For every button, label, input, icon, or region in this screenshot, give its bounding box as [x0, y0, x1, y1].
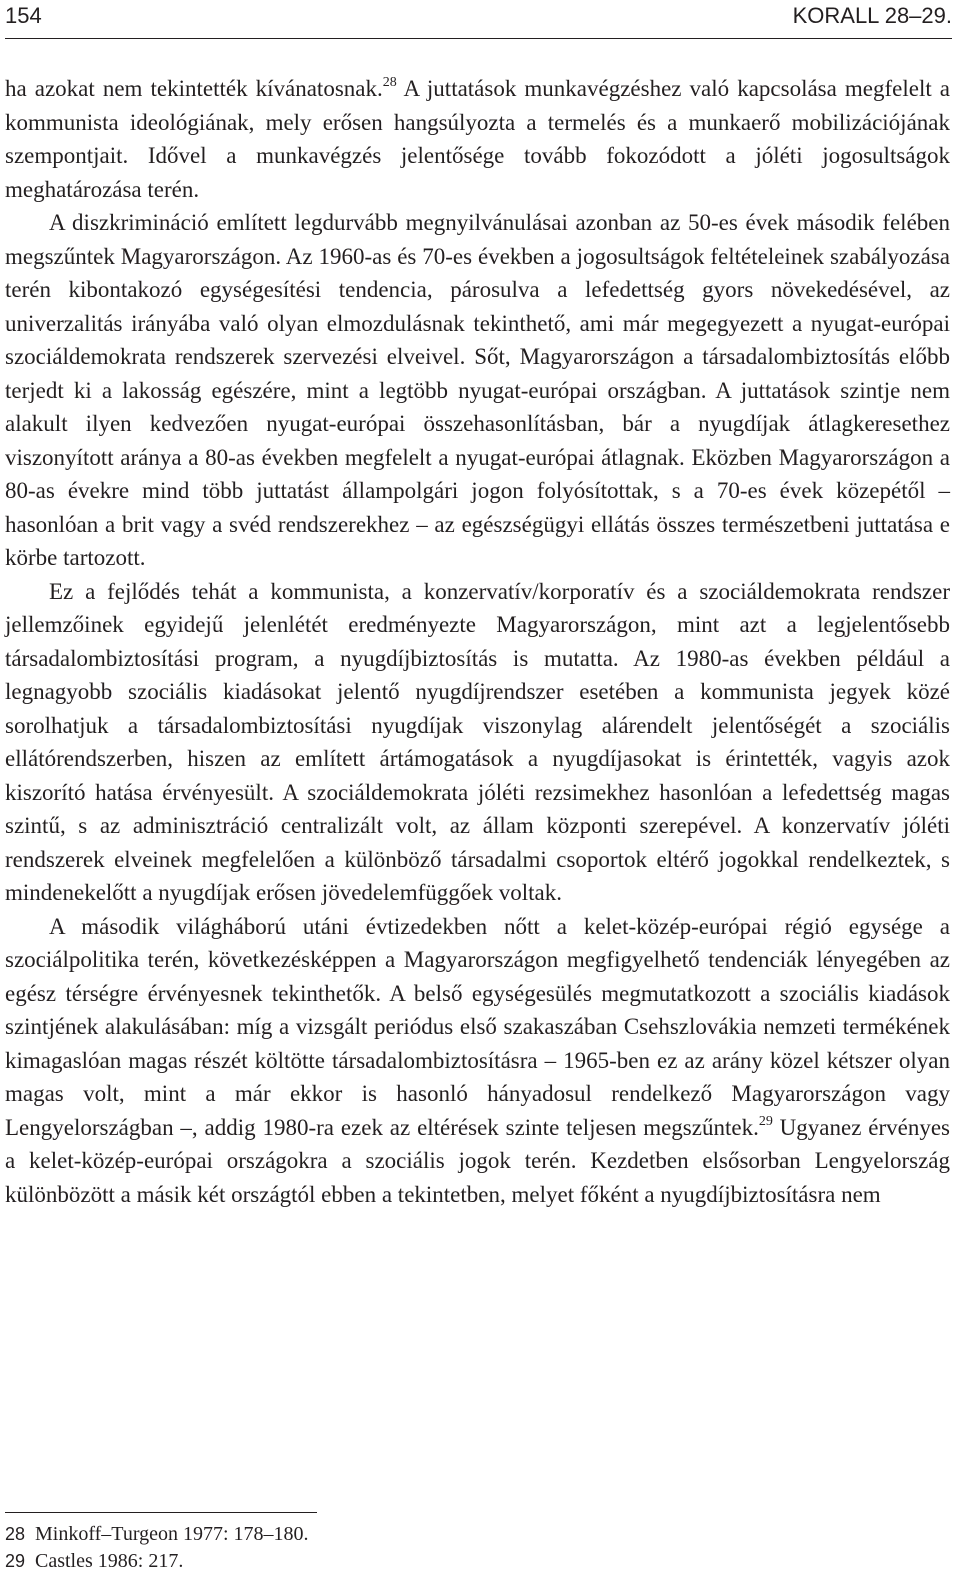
footnote-number: 28	[5, 1524, 26, 1544]
footnote-text: Castles 1986: 217.	[35, 1550, 184, 1572]
footnote-ref-28: 28	[382, 75, 397, 91]
footnote-28	[5, 1521, 605, 1548]
footnote-ref-29: 29	[758, 1113, 773, 1129]
page-header	[5, 0, 952, 39]
footnote-text: Minkoff–Turgeon 1977: 178–180.	[35, 1523, 309, 1545]
footnotes	[5, 1521, 605, 1575]
paragraph-2: A diszkrimináció említett legdurvább megnyilvánulásai azonban az 50-es évek második felében megszűntek Magyarországon. Az 1960-as és 70-es években a jogosultságok feltételeinek szabályozása terén kibontakozó egységesítési tendencia, párosulva a lefedettség gyors növekedésével, az univerzalitás irányába való olyan elmozdulásnak tekinthető, ami már megegyezett a nyugat-európai szociáldemokrata rendszerek szervezési elveivel. Sőt, Magyarországon a társadalombiztosítás előbb terjedt ki a lakosság egészére, mint a legtöbb nyugat-európai országban. A juttatások szintje nem alakult ilyen kedvezően nyugat-európai összehasonlításban, bár a nyugdíjak átlagkeresethez viszonyított aránya a 80-as években megfelelt a nyugat-európai átlagnak. Eközben Magyarországon a 80-as évekre mind több juttatást állampolgári jogon folyósítottak, s a 70-es évek közepétől – hasonlóan a brit vagy a svéd rendszerekhez – az egészségügyi ellátás összes természetbeni juttatása e körbe tartozott.	[5, 210, 950, 570]
paragraph-4	[5, 910, 950, 1212]
paragraph-3: Ez a fejlődés tehát a kommunista, a konzervatív/korporatív és a szociáldemokrata rendszer jellemzőinek egyidejű jelenlétét eredményezte Magyarországon, mint azt a legjelentősebb társadalombiztosítási program, a nyugdíjbiztosítás is mutatta. Az 1980-as években például a legnagyobb szociális kiadásokat jelentő nyugdíjrendszer esetében a kommunista jegyek közé sorolhatjuk a társadalombiztosítási nyugdíjak viszonylag alárendelt jelentőségét a szociális ellátórendszerben, hiszen az említett ártámogatások a nyugdíjasokat is érintették, vagyis azok kiszorító hatása érvényesült. A szociáldemokrata jóléti rezsimekhez hasonlóan a lefedettség magas szintű, s az adminisztráció centralizált volt, az állam központi szerepével. A konzervatív jóléti rendszerek elveinek megfelelően a különböző társadalmi csoportok eltérő jogokkal rendelkeztek, s mindenekelőtt a nyugdíjak erősen jövedelemfüggőek voltak.	[5, 578, 950, 905]
footnote-29	[5, 1548, 605, 1575]
footnote-divider	[5, 1512, 317, 1513]
page-number: 154	[5, 3, 42, 28]
paragraph-1-part-1: ha azokat nem tekintették kívánatosnak.	[5, 76, 383, 101]
paragraph-1-part-2: A juttatások munkavégzéshez való kapcsolása megfelelt a kommunista ideológiának, mely erősen hangsúlyozta a termelés és a munkaerő mobilizációjának szempontjait. Idővel a munkavégzés jelentősége tovább fokozódott a jóléti jogosultságok meghatározása terén.	[5, 76, 950, 202]
paragraph-1	[5, 72, 950, 206]
running-head: KORALL 28–29.	[792, 3, 952, 28]
paragraph-4-part-2: Ugyanez érvényes a kelet-közép-európai országokra a szociális jogok terén. Kezdetben elsősorban Lengyelország különbözött a másik két országtól ebben a tekintetben, melyet főként a nyugdíjbiztosításra nem	[5, 1114, 950, 1207]
paragraph-4-part-1: A második világháború utáni évtizedekben nőtt a kelet-közép-európai régió egysége a szociálpolitika terén, következésképpen a Magyarországon megfigyelhető tendenciák lényegében az egész térségre érvényesnek tekinthetők. A belső egységesülés megmutatkozott a szociális kiadások szintjének alakulásában: míg a vizsgált periódus első szakaszában Csehszlovákia nemzeti termékének kimagaslóan magas részét költötte társadalombiztosításra – 1965-ben ez az arány közel kétszer olyan magas volt, mint a már ekkor is hasonló hányadosul rendelkező Magyarországon vagy Lengyelországban –, addig 1980-ra ezek az eltérések szinte teljesen megszűntek.	[5, 913, 950, 1140]
footnote-number: 29	[5, 1551, 26, 1571]
body-text	[5, 72, 950, 1211]
